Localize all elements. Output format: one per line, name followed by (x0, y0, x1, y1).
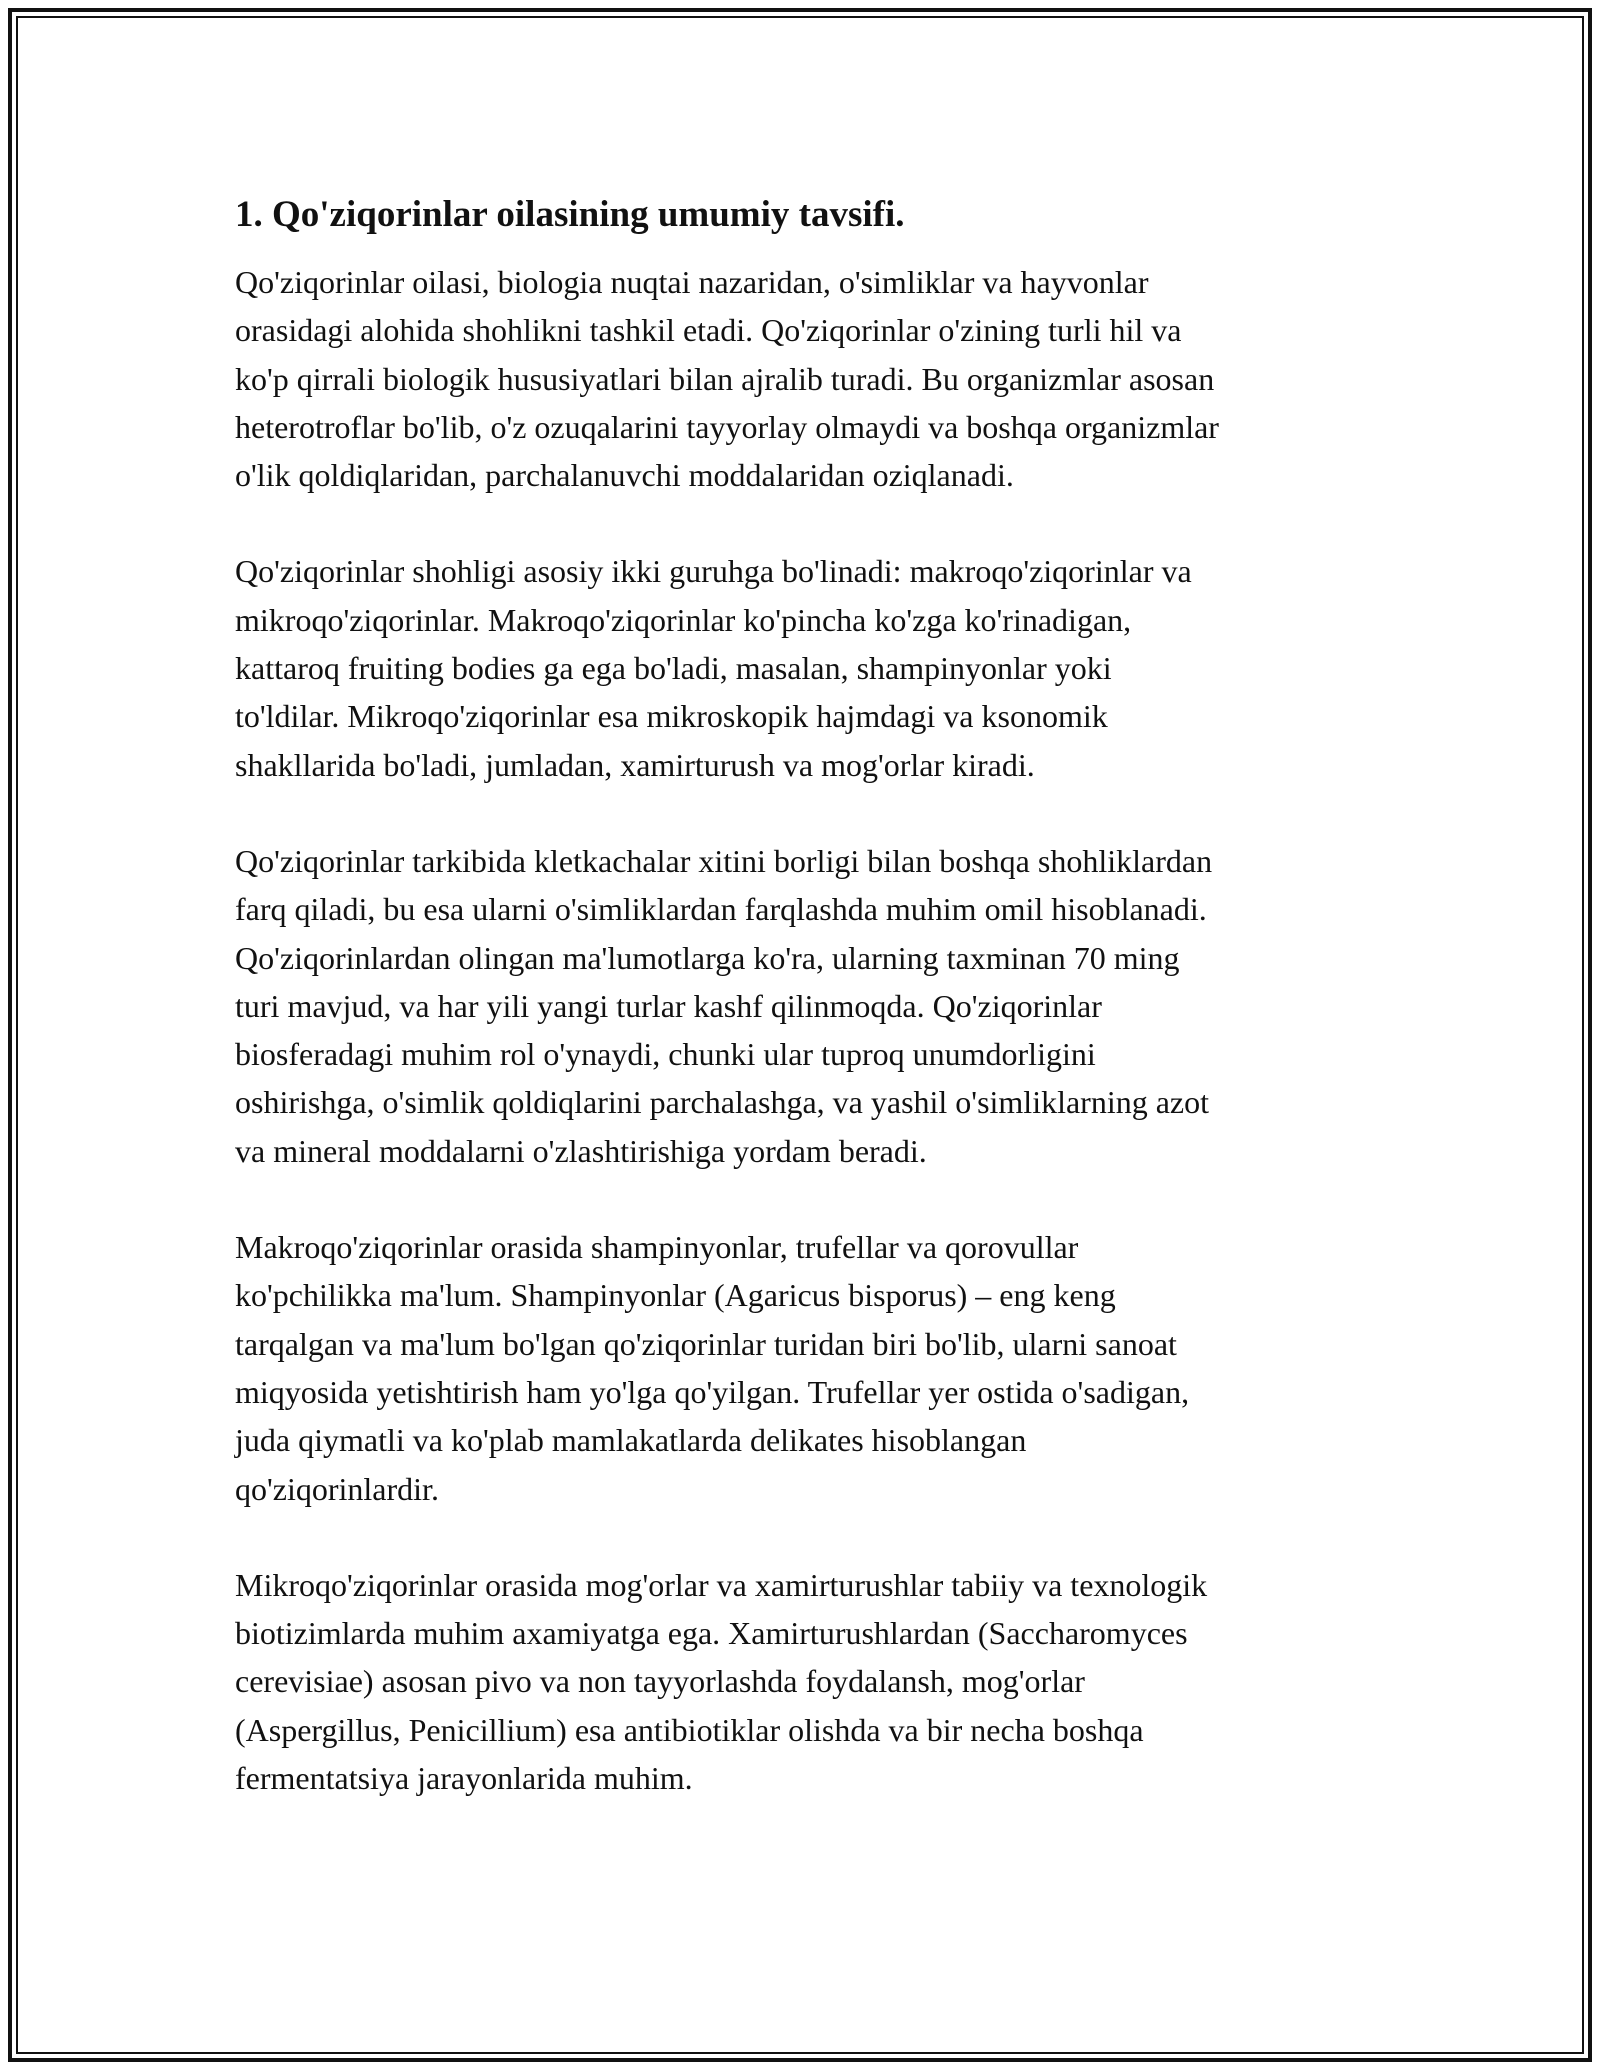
text-line: fermentatsiya jarayonlarida muhim. (235, 1760, 693, 1797)
text-line: Mikroqo'ziqorinlar orasida mog'orlar va xamirturushlar tabiiy va texnologik (235, 1566, 1208, 1603)
text-line: qo'ziqorinlardir. (235, 1470, 439, 1507)
text-line: biosferadagi muhim rol o'ynaydi, chunki ular tuproq unumdorligini (235, 1036, 1096, 1073)
paragraph-5 (235, 1561, 1375, 1802)
text-line: Qo'ziqorinlar oilasi, biologia nuqtai nazaridan, o'simliklar va hayvonlar (235, 264, 1149, 300)
text-line: biotizimlarda muhim axamiyatga ega. Xamirturushlardan (Saccharomyces (235, 1615, 1188, 1652)
text-line: orasidagi alohida shohlikni tashkil etadi. Qo'ziqorinlar o'zining turli hil va (235, 312, 1182, 349)
text-line: (Aspergillus, Penicillium) esa antibiotiklar olishda va bir necha boshqa (235, 1711, 1144, 1748)
text-line: turi mavjud, va har yili yangi turlar kashf qilinmoqda. Qo'ziqorinlar (235, 987, 1102, 1024)
text-line: miqyosida yetishtirish ham yo'lga qo'yilgan. Trufellar yer ostida o'sadigan, (235, 1373, 1190, 1410)
text-line: shakllarida bo'ladi, jumladan, xamirturush va mog'orlar kiradi. (235, 746, 1035, 783)
text-line: o'lik qoldiqlaridan, parchalanuvchi moddalaridan oziqlanadi. (235, 457, 1014, 494)
document-body (235, 186, 1375, 1850)
text-line: farq qiladi, bu esa ularni o'simliklardan farqlashda muhim omil hisoblanadi. (235, 891, 1207, 928)
text-line: Qo'ziqorinlardan olingan ma'lumotlarga ko'ra, ularning taxminan 70 ming (235, 939, 1180, 976)
text-line: ko'pchilikka ma'lum. Shampinyonlar (Agaricus bisporus) – eng keng (235, 1277, 1116, 1314)
document-title: 1. Qo'ziqorinlar oilasining umumiy tavsifi. (235, 194, 905, 235)
text-line: kattaroq fruiting bodies ga ega bo'ladi, masalan, shampinyonlar yoki (235, 650, 1112, 687)
text-line: cerevisiae) asosan pivo va non tayyorlashda foydalansh, mog'orlar (235, 1663, 1085, 1700)
paragraph-3 (235, 837, 1375, 1175)
paragraph-1 (235, 258, 1375, 499)
text-line: va mineral moddalarni o'zlashtirishiga yordam beradi. (235, 1132, 927, 1169)
paragraph-2 (235, 547, 1375, 788)
text-line: oshirishga, o'simlik qoldiqlarini parchalashga, va yashil o'simliklarning azot (235, 1084, 1210, 1121)
text-line: Qo'ziqorinlar shohligi asosiy ikki guruhga bo'linadi: makroqo'ziqorinlar va (235, 553, 1192, 590)
text-line: ko'p qirrali biologik hususiyatlari bilan ajralib turadi. Bu organizmlar asosan (235, 360, 1215, 397)
text-line: tarqalgan va ma'lum bo'lgan qo'ziqorinlar turidan biri bo'lib, ularni sanoat (235, 1325, 1177, 1362)
paragraph-4 (235, 1223, 1375, 1513)
text-line: to'ldilar. Mikroqo'ziqorinlar esa mikroskopik hajmdagi va ksonomik (235, 698, 1108, 735)
text-line: mikroqo'ziqorinlar. Makroqo'ziqorinlar ko'pincha ko'zga ko'rinadigan, (235, 601, 1132, 638)
text-line: heterotroflar bo'lib, o'z ozuqalarini tayyorlay olmaydi va boshqa organizmlar (235, 408, 1219, 445)
text-line: Makroqo'ziqorinlar orasida shampinyonlar, trufellar va qorovullar (235, 1229, 1079, 1266)
text-line: Qo'ziqorinlar tarkibida kletkachalar xitini borligi bilan boshqa shohliklardan (235, 842, 1213, 879)
text-line: juda qiymatli va ko'plab mamlakatlarda delikates hisoblangan (235, 1422, 1027, 1459)
